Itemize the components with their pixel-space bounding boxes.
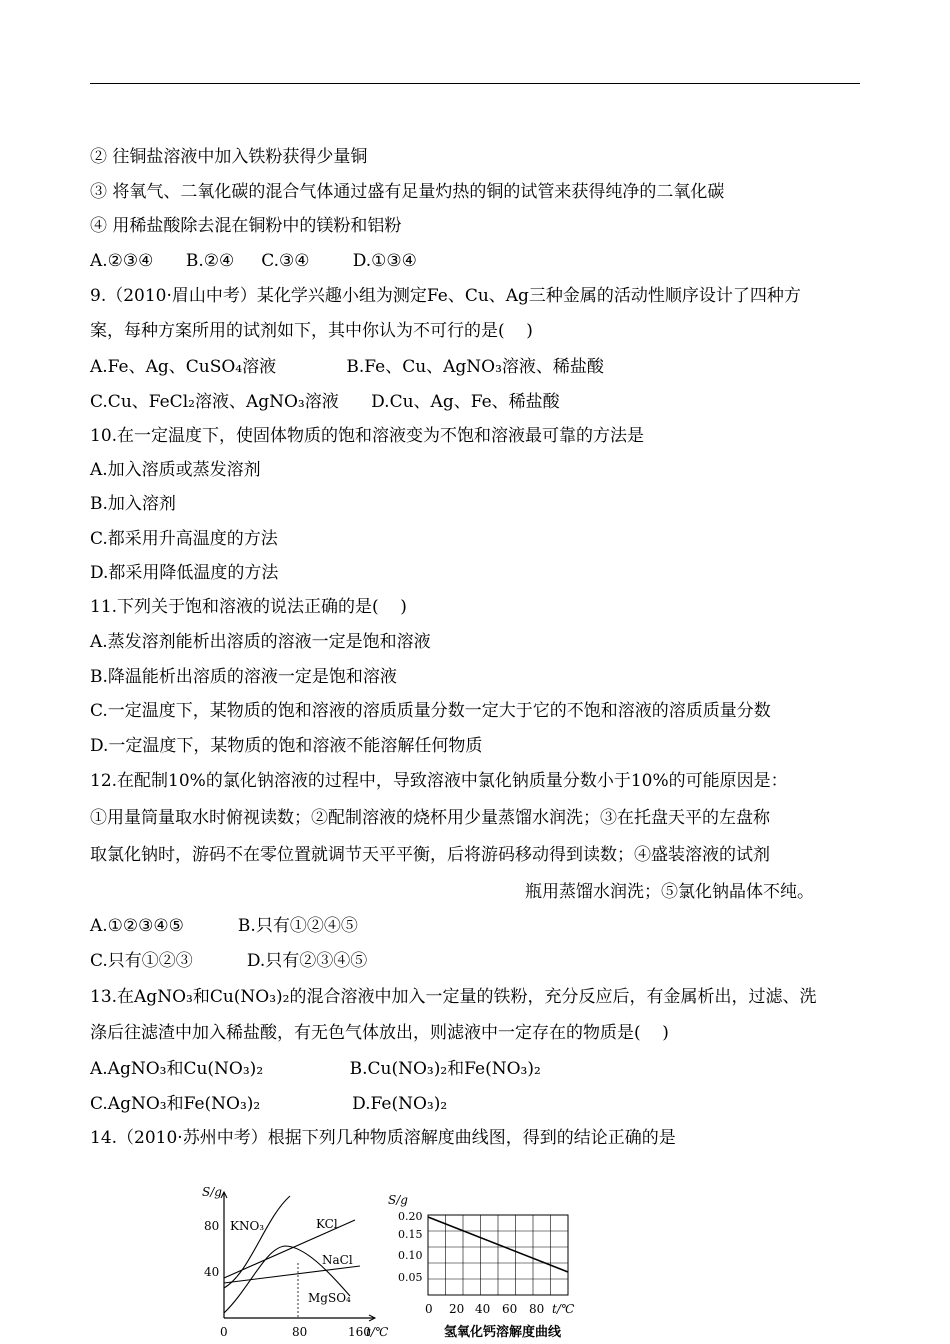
text-line: ③ 将氧气、二氧化碳的混合气体通过盛有足量灼热的铜的试管来获得纯净的二氧化碳 [90, 182, 725, 202]
text-line: 涤后往滤渣中加入稀盐酸，有无色气体放出，则滤液中一定存在的物质是( ) [90, 1023, 669, 1043]
text-line: ①用量筒量取水时俯视读数；②配制溶液的烧杯用少量蒸馏水润洗；③在托盘天平的左盘称 [90, 808, 770, 828]
curve-label-mgso4: MgSO₄ [308, 1291, 351, 1305]
x-tick-label: 20 [449, 1302, 465, 1316]
option-line: C.都采用升高温度的方法 [90, 529, 278, 549]
x-tick-label: 0 [220, 1325, 228, 1339]
option-line: D.一定温度下，某物质的饱和溶液不能溶解任何物质 [90, 736, 483, 756]
text-line: 瓶用蒸馏水润洗；⑤氯化钠晶体不纯。 [525, 882, 814, 902]
y-tick-label: 0.05 [398, 1271, 423, 1284]
x-tick-label: 160 [348, 1325, 371, 1339]
x-tick-label: 80 [292, 1325, 308, 1339]
option-line: A.AgNO₃和Cu(NO₃)₂ B.Cu(NO₃)₂和Fe(NO₃)₂ [90, 1059, 541, 1079]
header-rule [90, 83, 860, 84]
option-line: A.加入溶质或蒸发溶剂 [90, 460, 261, 480]
question-13: 13.在AgNO₃和Cu(NO₃)₂的混合溶液中加入一定量的铁粉，充分反应后，有金属析出，过滤、洗 [90, 987, 817, 1007]
text-line: A.②③④ B.②④ C.③④ D.①③④ [90, 251, 417, 271]
question-12: 12.在配制10%的氯化钠溶液的过程中，导致溶液中氯化钠质量分数小于10%的可能原因是： [90, 771, 788, 791]
grid [428, 1215, 568, 1295]
option-line: C.Cu、FeCl₂溶液、AgNO₃溶液 D.Cu、Ag、Fe、稀盐酸 [90, 392, 560, 412]
y-tick-label: 80 [204, 1219, 220, 1233]
x-tick-label: 80 [529, 1302, 545, 1316]
option-line: B.降温能析出溶质的溶液一定是饱和溶液 [90, 667, 397, 687]
figure-caption: 氢氧化钙溶解度曲线 [444, 1325, 562, 1340]
option-line: C.只有①②③ D.只有②③④⑤ [90, 951, 368, 971]
question-11: 11.下列关于饱和溶液的说法正确的是( ) [90, 597, 407, 617]
option-line: C.AgNO₃和Fe(NO₃)₂ D.Fe(NO₃)₂ [90, 1094, 448, 1114]
y-axis-label: S/g [388, 1193, 408, 1207]
option-line: B.加入溶剂 [90, 494, 176, 514]
text-line: 案，每种方案所用的试剂如下，其中你认为不可行的是( ) [90, 321, 533, 341]
y-tick-label: 40 [204, 1265, 220, 1279]
option-line: A.蒸发溶剂能析出溶质的溶液一定是饱和溶液 [90, 632, 431, 652]
curve-label-nacl: NaCl [322, 1253, 353, 1267]
option-line: D.都采用降低温度的方法 [90, 563, 279, 583]
solubility-figure-left [190, 1178, 390, 1344]
y-axis-label: S/g [202, 1185, 222, 1199]
x-axis-label: t/℃ [366, 1325, 389, 1339]
x-tick-label: 40 [475, 1302, 491, 1316]
y-tick-label: 0.10 [398, 1249, 423, 1262]
option-line: A.Fe、Ag、CuSO₄溶液 B.Fe、Cu、AgNO₃溶液、稀盐酸 [90, 357, 604, 377]
text-line: ② 往铜盐溶液中加入铁粉获得少量铜 [90, 147, 368, 167]
question-9: 9.（2010·眉山中考）某化学兴趣小组为测定Fe、Cu、Ag三种金属的活动性顺序设计了四种方 [90, 286, 801, 306]
option-line: A.①②③④⑤ B.只有①②④⑤ [90, 916, 358, 936]
question-14: 14.（2010·苏州中考）根据下列几种物质溶解度曲线图，得到的结论正确的是 [90, 1128, 676, 1148]
x-tick-label: 0 [425, 1302, 433, 1316]
text-line: 取氯化钠时，游码不在零位置就调节天平平衡，后将游码移动得到读数；④盛装溶液的试剂 [90, 845, 770, 865]
solubility-figure-right [382, 1180, 592, 1344]
y-tick-label: 0.15 [398, 1228, 423, 1241]
text-line: ④ 用稀盐酸除去混在铜粉中的镁粉和铝粉 [90, 216, 402, 236]
curve-label-kcl: KCl [316, 1217, 338, 1231]
option-line: C.一定温度下，某物质的饱和溶液的溶质质量分数一定大于它的不饱和溶液的溶质质量分数 [90, 701, 771, 721]
question-10: 10.在一定温度下，使固体物质的饱和溶液变为不饱和溶液最可靠的方法是 [90, 426, 645, 446]
y-tick-label: 0.20 [398, 1210, 423, 1223]
curve-label-kno3: KNO₃ [230, 1219, 265, 1233]
x-axis-label: t/℃ [552, 1302, 575, 1316]
x-tick-label: 60 [502, 1302, 518, 1316]
